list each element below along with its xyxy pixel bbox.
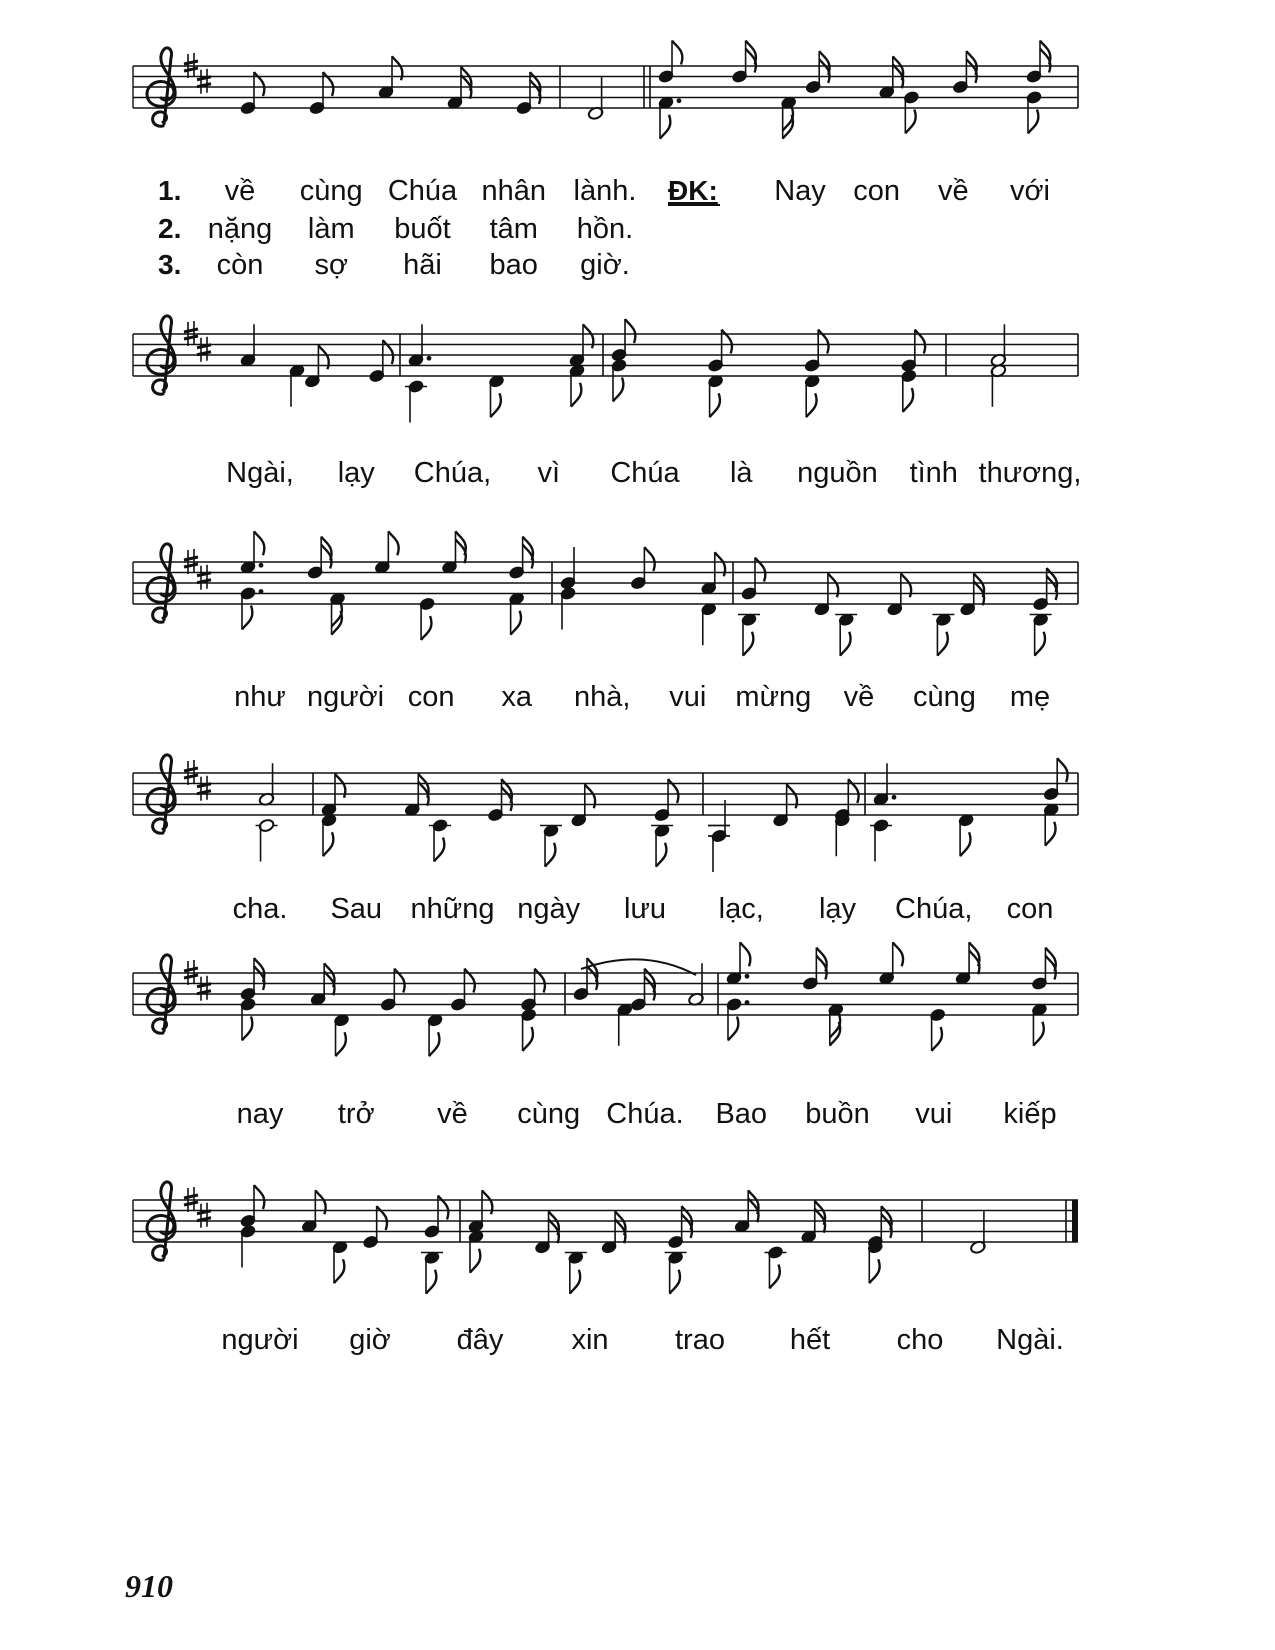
soprano-note [404, 774, 429, 817]
music-system [133, 41, 1078, 282]
soprano-note [520, 969, 545, 1012]
lyrics [237, 1098, 1057, 1130]
lyric-syllable: kiếp [1003, 1098, 1057, 1130]
soprano-note [516, 72, 541, 115]
alto-note [1030, 612, 1052, 655]
soprano-note [240, 531, 265, 574]
alto-note [569, 363, 586, 406]
alto-note [321, 813, 338, 856]
alto-note [780, 95, 797, 138]
alto-note [932, 612, 954, 655]
alto-note [520, 1008, 537, 1051]
soprano-note [601, 1211, 626, 1254]
verse-number: 1. [158, 175, 182, 206]
lyric-syllable: con [853, 175, 901, 207]
alto-note [429, 818, 451, 861]
sharp-sign-icon [197, 976, 211, 1001]
alto-note [929, 1008, 946, 1051]
alto-note [738, 612, 760, 655]
soprano-note [955, 942, 980, 985]
soprano-note [240, 72, 265, 115]
alto-note [903, 90, 920, 133]
lyric-syllable: con [1006, 893, 1054, 925]
soprano-note [611, 319, 636, 362]
lyric-syllable: trở [337, 1098, 375, 1130]
lyric-syllable: buốt [394, 213, 451, 245]
lyric-syllable: Nay [774, 175, 826, 207]
lyric-syllable: Bao [715, 1098, 768, 1130]
lyric-syllable: Sau [330, 893, 383, 925]
alto-note [427, 1013, 444, 1056]
soprano-note [408, 324, 432, 367]
soprano-note [570, 784, 595, 827]
soprano-note [654, 779, 679, 822]
alto-note [332, 1240, 349, 1283]
soprano-note [258, 763, 275, 806]
soprano-note [772, 784, 797, 827]
lyric-syllable: nguồn [797, 457, 878, 489]
soprano-note [952, 51, 977, 94]
lyric-syllable: ngày [517, 893, 581, 925]
lyric-syllable: buồn [805, 1098, 870, 1130]
soprano-note [368, 340, 393, 383]
alto-note [958, 813, 975, 856]
soprano-note [468, 1190, 493, 1233]
lyric-syllable: cùng [912, 681, 976, 713]
lyric-syllable: cùng [299, 175, 363, 207]
soprano-note [878, 942, 903, 985]
alto-note [329, 591, 346, 634]
lyric-syllable: mẹ [1009, 681, 1051, 713]
sharp-sign-icon [197, 1203, 211, 1228]
sharp-sign-icon [197, 565, 211, 590]
alto-note [421, 1250, 443, 1293]
lyric-syllable: con [407, 681, 455, 713]
lyric-syllable: là [729, 457, 753, 489]
alto-note [289, 363, 306, 406]
alto-note [419, 597, 436, 640]
soprano-note [900, 330, 925, 373]
lyric-syllable: trao [675, 1324, 725, 1356]
lyric-syllable: vì [537, 457, 561, 489]
lyric-syllable: về [437, 1098, 468, 1130]
soprano-note [805, 51, 830, 94]
lyric-syllable: sợ [314, 249, 349, 281]
lyric-syllable: giờ. [580, 249, 630, 281]
alto-note [508, 591, 525, 634]
sharp-sign-icon [197, 776, 211, 801]
alto-note [240, 586, 264, 629]
alto-note [707, 374, 724, 417]
lyric-syllable: đây [456, 1324, 504, 1356]
soprano-note [447, 67, 472, 110]
lyric-syllable: những [410, 893, 495, 925]
lyric-syllable: cùng [517, 1098, 581, 1130]
music-system [133, 1182, 1078, 1356]
lyric-syllable: như [234, 681, 286, 713]
soprano-note [321, 774, 346, 817]
lyric-syllable: với [1010, 175, 1050, 207]
soprano-note [240, 1185, 265, 1228]
soprano-note [587, 77, 604, 120]
music-system [133, 316, 1081, 489]
lyrics [158, 175, 1050, 281]
lyric-syllable: Chúa [387, 175, 458, 207]
refrain-label: ĐK: [668, 175, 718, 206]
lyric-syllable: Chúa, [895, 893, 973, 925]
lyric-syllable: tình [909, 457, 958, 489]
soprano-note [658, 41, 683, 84]
alto-note [611, 358, 628, 401]
lyric-syllable: về [224, 175, 256, 207]
soprano-note [304, 345, 329, 388]
alto-note [405, 379, 427, 422]
alto-note [616, 1002, 633, 1045]
alto-note [488, 374, 505, 417]
lyric-syllable: về [938, 175, 969, 207]
lyric-syllable: hết [789, 1324, 831, 1356]
soprano-note [667, 1206, 692, 1249]
soprano-note [378, 56, 403, 99]
soprano-note [487, 779, 512, 822]
sharp-sign-icon [197, 69, 211, 94]
lyric-syllable: người [221, 1324, 299, 1356]
lyric-syllable: lạy [337, 457, 375, 489]
soprano-note [534, 1211, 559, 1254]
soprano-note [959, 573, 984, 616]
music-system [133, 531, 1078, 713]
lyrics [226, 457, 1081, 489]
soprano-note [630, 969, 655, 1012]
alto-note [726, 997, 750, 1040]
lyric-syllable: cho [896, 1324, 944, 1356]
alto-note [827, 1002, 844, 1045]
alto-note [900, 369, 917, 412]
alto-note [651, 823, 673, 866]
soprano-note [240, 958, 265, 1001]
lyric-syllable: nhân [481, 175, 547, 207]
lyrics [233, 893, 1054, 925]
soprano-note [707, 330, 732, 373]
verse-number: 2. [158, 213, 182, 244]
alto-note [1026, 90, 1043, 133]
lyric-syllable: hồn. [576, 213, 634, 245]
lyric-syllable: nhà, [573, 681, 631, 713]
soprano-note [873, 763, 897, 806]
soprano-note [1043, 758, 1068, 801]
sharp-sign-icon [197, 337, 211, 362]
alto-note [867, 1240, 884, 1283]
lyric-syllable: nay [236, 1098, 284, 1130]
lyric-syllable: Ngài. [996, 1324, 1064, 1356]
soprano-note [441, 531, 466, 574]
alto-note [658, 95, 682, 138]
soprano-note [688, 963, 705, 1006]
soprano-note [1031, 948, 1056, 991]
lyric-syllable: vui [669, 681, 707, 713]
music-system [133, 755, 1078, 925]
soprano-note [508, 537, 533, 580]
alto-note [333, 1013, 350, 1056]
lyric-syllable: còn [216, 249, 264, 281]
alto-note [990, 363, 1007, 406]
soprano-note [560, 547, 577, 590]
lyric-syllable: lành. [573, 175, 637, 207]
soprano-note [380, 969, 405, 1012]
lyrics [234, 681, 1050, 713]
soprano-note [630, 547, 655, 590]
lyric-syllable: lạc, [718, 893, 764, 925]
lyric-syllable: bao [489, 249, 538, 281]
lyric-syllable: hãi [403, 249, 442, 281]
soprano-note [1026, 41, 1051, 84]
soprano-note [301, 1190, 326, 1233]
alto-note [700, 602, 717, 645]
soprano-note [878, 56, 903, 99]
soprano-note [970, 1211, 987, 1254]
alto-note [240, 997, 257, 1040]
alto-note [708, 826, 730, 873]
lyric-syllable: Chúa [610, 457, 680, 489]
soprano-note [374, 531, 399, 574]
alto-note [835, 612, 857, 655]
alto-note [565, 1250, 587, 1293]
alto-note [870, 818, 892, 861]
alto-note [834, 813, 851, 856]
alto-note [240, 1224, 257, 1267]
alto-note [1043, 802, 1060, 845]
lyric-syllable: tâm [489, 213, 538, 245]
lyric-syllable: lạy [818, 893, 857, 925]
lyric-syllable: giờ [349, 1324, 391, 1356]
lyric-syllable: xin [571, 1324, 609, 1356]
lyric-syllable: thương, [978, 457, 1082, 489]
alto-note [665, 1250, 687, 1293]
lyric-syllable: nặng [207, 213, 273, 245]
soprano-note [804, 330, 829, 373]
lyric-syllable: mừng [735, 681, 812, 713]
lyric-syllable: Ngài, [226, 457, 294, 489]
soprano-note [741, 558, 766, 601]
soprano-note [569, 324, 594, 367]
lyric-syllable: lưu [624, 893, 666, 925]
soprano-note [240, 324, 257, 367]
soprano-note [731, 41, 756, 84]
lyric-syllable: cha. [232, 893, 288, 925]
soprano-note [310, 963, 335, 1006]
soprano-note [726, 942, 751, 985]
soprano-note [800, 1201, 825, 1244]
lyric-syllable: Chúa, [413, 457, 492, 489]
alto-note [804, 374, 821, 417]
lyric-syllable: vui [915, 1098, 953, 1130]
lyric-syllable: về [843, 681, 875, 713]
soprano-note [307, 537, 332, 580]
soprano-note [309, 72, 334, 115]
soprano-note [802, 948, 827, 991]
page-number: 910 [125, 1568, 173, 1604]
alto-note [540, 823, 562, 866]
soprano-note [424, 1196, 449, 1239]
alto-note [1031, 1002, 1048, 1045]
alto-note [764, 1245, 786, 1288]
alto-note [468, 1229, 485, 1272]
soprano-note [990, 324, 1007, 367]
lyric-syllable: làm [307, 213, 355, 245]
lyric-syllable: Chúa. [606, 1098, 684, 1130]
soprano-note [886, 573, 911, 616]
soprano-note [450, 969, 475, 1012]
lyric-syllable: xa [501, 681, 532, 713]
soprano-note [362, 1206, 387, 1249]
soprano-note [700, 552, 725, 595]
lyrics [221, 1324, 1063, 1356]
music-system [133, 942, 1078, 1130]
soprano-note [814, 573, 839, 616]
soprano-note [734, 1190, 759, 1233]
alto-note [256, 818, 278, 861]
soprano-note [1032, 568, 1057, 611]
alto-note [560, 586, 577, 629]
verse-number: 3. [158, 249, 182, 280]
lyric-syllable: người [306, 681, 385, 713]
